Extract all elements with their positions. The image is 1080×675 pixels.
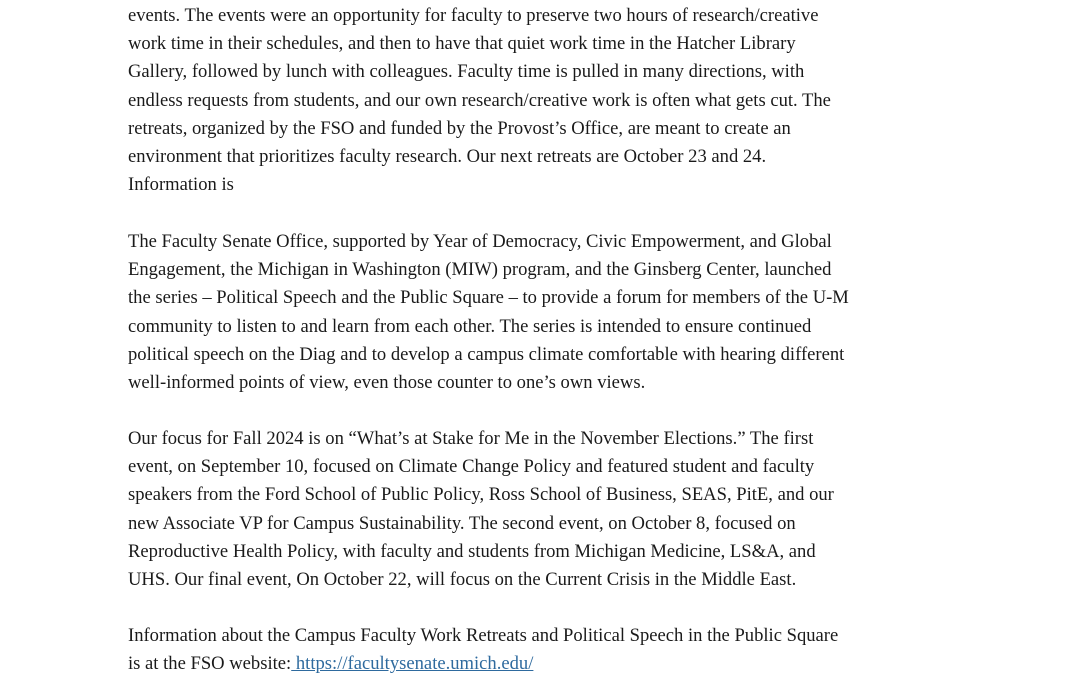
text-line: retreats, organized by the FSO and funded by the Provost’s Office, are meant to create an: [128, 117, 791, 139]
paragraph-faculty-retreats: [128, 2, 958, 199]
text-line: endless requests from students, and our own research/creative work is often what gets cut. The: [128, 89, 831, 111]
paragraph-fall-2024-focus: [128, 425, 958, 594]
text-line: Information is: [128, 174, 234, 196]
text-line: community to listen to and learn from each other. The series is intended to ensure continued: [128, 315, 812, 337]
paragraph-fso-website: [128, 622, 958, 675]
text-line: [128, 650, 958, 675]
text-line: Gallery, followed by lunch with colleagues. Faculty time is pulled in many directions, with: [128, 61, 805, 83]
text-line: political speech on the Diag and to develop a campus climate comfortable with hearing different: [128, 343, 845, 365]
text-line: well-informed points of view, even those counter to one’s own views.: [128, 372, 646, 394]
text-line: events. The events were an opportunity for faculty to preserve two hours of research/creative: [128, 5, 819, 26]
text-line: UHS. Our final event, On October 22, will focus on the Current Crisis in the Middle East.: [128, 569, 797, 591]
text-line: the series – Political Speech and the Public Square – to provide a forum for members of the U-M: [128, 287, 849, 309]
text-line: work time in their schedules, and then to have that quiet work time in the Hatcher Library: [128, 33, 796, 55]
paragraph-political-speech-series: [128, 228, 958, 397]
text-line: environment that prioritizes faculty research. Our next retreats are October 23 and 24.: [128, 146, 767, 168]
fso-website-link[interactable]: https://facultysenate.umich.edu/: [291, 653, 534, 675]
text-line: Engagement, the Michigan in Washington (MIW) program, and the Ginsberg Center, launched: [128, 259, 832, 281]
text-line: speakers from the Ford School of Public Policy, Ross School of Business, SEAS, PitE, and our: [128, 484, 834, 506]
text-line: Reproductive Health Policy, with faculty and students from Michigan Medicine, LS&A, and: [128, 540, 816, 562]
text-line: new Associate VP for Campus Sustainability. The second event, on October 8, focused on: [128, 512, 796, 534]
text-line: event, on September 10, focused on Climate Change Policy and featured student and faculty: [128, 456, 815, 478]
text-line: Our focus for Fall 2024 is on “What’s at Stake for Me in the November Elections.” The first: [128, 428, 814, 449]
text-line: The Faculty Senate Office, supported by Year of Democracy, Civic Empowerment, and Global: [128, 231, 832, 252]
website-label: is at the FSO website:: [128, 653, 292, 675]
text-line: Information about the Campus Faculty Work Retreats and Political Speech in the Public Square: [128, 625, 839, 646]
